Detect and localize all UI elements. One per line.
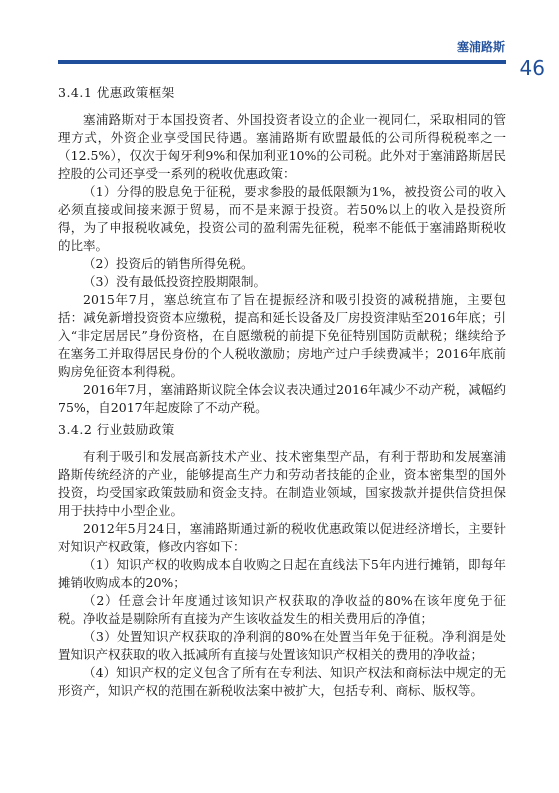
paragraph: 有利于吸引和发展高新技术产业、技术密集型产品，有利于帮助和发展塞浦路斯传统经济的产业，能够提高生产力和劳动者技能的企业，资本密集型的国外投资，均受国家政策鼓励和资金支持。在制造业领域，国家拨款并提供信贷担保用于扶持中小型企业。: [58, 449, 506, 518]
page-body: [58, 84, 506, 700]
paragraph: （2）任意会计年度通过该知识产权获取的净收益的80%在该年度免于征税。净收益是剔除所有直接为产生该收益发生的相关费用后的净值；: [58, 593, 506, 626]
paragraph: （2）投资后的销售所得免税。: [83, 256, 254, 271]
section-heading: 3.4.1 优惠政策框架: [58, 85, 175, 100]
page-number: 46: [519, 56, 545, 80]
paragraph: （3）处置知识产权获取的净利润的80%在处置当年免于征税。净利润是处置知识产权获取的收入抵减所有直接与处置该知识产权相关的费用的净收益；: [58, 629, 506, 662]
paragraph: （1）知识产权的收购成本自收购之日起在直线法下5年内进行摊销，即每年摊销收购成本的20%；: [58, 557, 506, 590]
paragraph: 2016年7月，塞浦路斯议院全体会议表决通过2016年减少不动产税，减幅约75%，自2017年起废除了不动产税。: [58, 382, 506, 415]
paragraph: （1）分得的股息免于征税，要求参股的最低限额为1%，被投资公司的收入必须直接或间接来源于贸易，而不是来源于投资。若50%以上的收入是投资所得，为了申报税收减免，投资公司的盈利需先征税，税率不能低于塞浦路斯税收的比率。: [58, 184, 506, 253]
paragraph: 2015年7月，塞总统宣布了旨在提振经济和吸引投资的减税措施，主要包括：减免新增投资资本应缴税，提高和延长设备及厂房投资津贴至2016年底；引入“非定居居民”身份资格，在自愿缴税的前提下免征特别国防贡献税；继续给予在塞务工并取得居民身份的个人税收激励；房地产过户手续费减半；2016年底前购房免征资本利得税。: [58, 292, 506, 379]
paragraph: （4）知识产权的定义包含了所有在专利法、知识产权法和商标法中规定的无形资产，知识产权的范围在新税收法案中被扩大，包括专利、商标、版权等。: [58, 665, 506, 698]
header-rule: [58, 60, 506, 64]
section-heading: 3.4.2 行业鼓励政策: [58, 422, 175, 437]
running-header-title: 塞浦路斯: [456, 40, 505, 54]
paragraph: 塞浦路斯对于本国投资者、外国投资者设立的企业一视同仁，采取相同的管理方式，外资企业享受国民待遇。塞浦路斯有欧盟最低的公司所得税税率之一（12.5%），仅次于匈牙利9%和保加利亚10%的公司税。此外对于塞浦路斯居民控股的公司还享受一系列的税收优惠政策：: [58, 112, 506, 181]
paragraph: （3）没有最低投资控股期限制。: [83, 274, 266, 289]
paragraph: 2012年5月24日，塞浦路斯通过新的税收优惠政策以促进经济增长，主要针对知识产权政策，修改内容如下：: [58, 521, 506, 554]
